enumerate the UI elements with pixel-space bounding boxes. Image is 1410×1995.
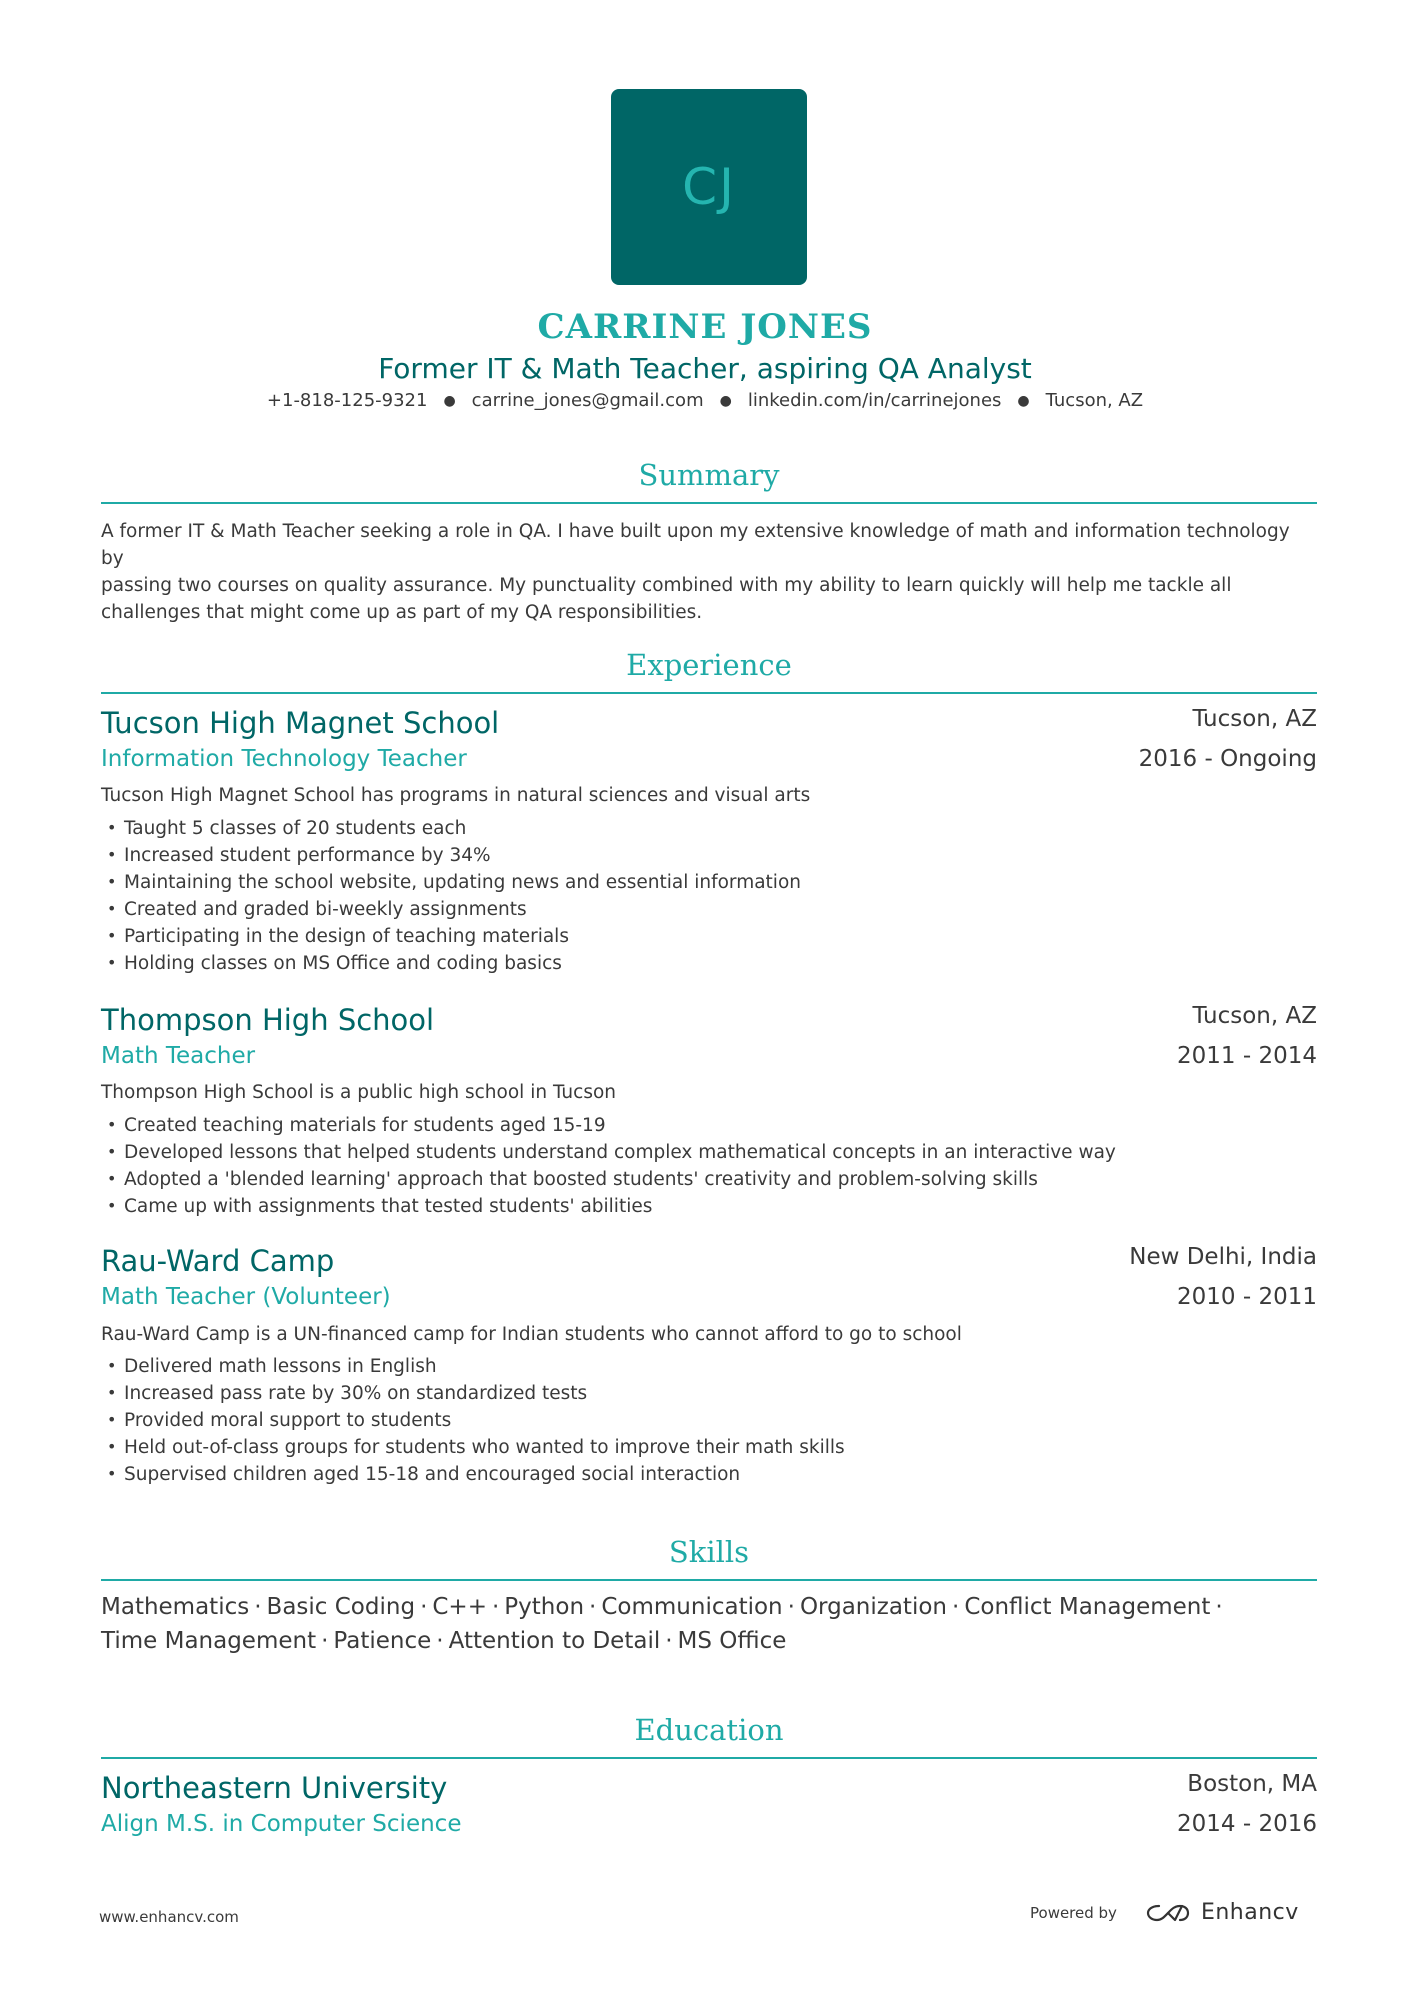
bullet-item: • Maintaining the school website, updating news and essential information xyxy=(101,869,801,896)
bullet-item: • Holding classes on MS Office and coding basics xyxy=(101,950,801,977)
job-description: Tucson High Magnet School has programs in natural sciences and visual arts xyxy=(101,785,811,806)
avatar-initials: CJ xyxy=(682,158,736,216)
footer-brand[interactable] xyxy=(1030,1900,1299,1925)
section-title-experience: Experience xyxy=(626,648,792,682)
summary-text xyxy=(101,518,1317,626)
section-divider xyxy=(101,502,1317,504)
skills-line xyxy=(101,1590,1317,1624)
education-degree: Align M.S. in Computer Science xyxy=(101,1811,462,1837)
job-bullets xyxy=(101,815,801,977)
contact-separator: ● xyxy=(719,392,732,409)
job-location: New Delhi, India xyxy=(1129,1244,1317,1270)
bullet-item: • Created and graded bi-weekly assignments xyxy=(101,896,801,923)
job-company: Rau-Ward Camp xyxy=(101,1244,335,1278)
job-dates: 2016 - Ongoing xyxy=(1138,746,1317,772)
section-title-skills: Skills xyxy=(668,1535,750,1569)
bullet-item: • Adopted a 'blended learning' approach that boosted students' creativity and problem-solving skills xyxy=(101,1166,1116,1193)
skill-separator: · xyxy=(436,1628,444,1654)
skill-item: Attention to Detail xyxy=(448,1628,661,1654)
bullet-item: • Increased pass rate by 30% on standardized tests xyxy=(101,1380,845,1407)
contact-linkedin[interactable]: linkedin.com/in/carrinejones xyxy=(747,390,1002,411)
bullet-item: • Provided moral support to students xyxy=(101,1407,845,1434)
summary-line: passing two courses on quality assurance. My punctuality combined with my ability to learn quickly will help me tackle all xyxy=(101,575,1232,596)
skill-separator: · xyxy=(491,1594,500,1620)
job-company: Tucson High Magnet School xyxy=(101,706,500,740)
contact-phone[interactable]: +1-818-125-9321 xyxy=(266,390,428,411)
job-description: Rau-Ward Camp is a UN-financed camp for Indian students who cannot afford to go to school xyxy=(101,1324,962,1345)
skill-separator: · xyxy=(589,1594,597,1620)
job-dates: 2011 - 2014 xyxy=(1177,1043,1317,1069)
footer-website-link[interactable]: www.enhancv.com xyxy=(99,1908,239,1926)
education-dates: 2014 - 2016 xyxy=(1177,1811,1317,1837)
section-title-education: Education xyxy=(634,1713,784,1747)
education-location: Boston, MA xyxy=(1187,1771,1317,1797)
education-school: Northeastern University xyxy=(101,1771,448,1805)
job-title: Information Technology Teacher xyxy=(101,746,467,772)
bullet-item: • Came up with assignments that tested students' abilities xyxy=(101,1193,1116,1220)
candidate-headline: Former IT & Math Teacher, aspiring QA Analyst xyxy=(378,352,1032,385)
job-title: Math Teacher (Volunteer) xyxy=(101,1284,391,1310)
section-divider xyxy=(101,692,1317,694)
skill-item: Mathematics xyxy=(101,1594,250,1620)
bullet-item: • Delivered math lessons in English xyxy=(101,1353,845,1380)
job-company: Thompson High School xyxy=(101,1003,435,1037)
skill-separator: · xyxy=(254,1594,262,1620)
enhancv-logo-icon xyxy=(1145,1902,1191,1924)
job-location: Tucson, AZ xyxy=(1192,1003,1317,1029)
skills-list xyxy=(101,1590,1317,1658)
powered-by-label: Powered by xyxy=(1030,1903,1117,1922)
section-divider xyxy=(101,1579,1317,1581)
skill-item: Python xyxy=(504,1594,585,1620)
skill-item: Patience xyxy=(333,1628,432,1654)
enhancv-brand-name: Enhancv xyxy=(1200,1900,1299,1925)
contact-separator: ● xyxy=(1017,392,1030,409)
candidate-name: CARRINE JONES xyxy=(537,307,873,347)
skill-separator: · xyxy=(952,1594,960,1620)
skill-item: Basic Coding xyxy=(266,1594,416,1620)
job-description: Thompson High School is a public high school in Tucson xyxy=(101,1082,617,1103)
skill-separator: · xyxy=(321,1628,329,1654)
skill-item: Communication xyxy=(601,1594,783,1620)
bullet-item: • Developed lessons that helped students understand complex mathematical concepts in an interactive way xyxy=(101,1139,1116,1166)
bullet-item: • Participating in the design of teaching materials xyxy=(101,923,801,950)
skill-separator: · xyxy=(787,1594,795,1620)
skill-item: Conflict Management xyxy=(964,1594,1211,1620)
skill-item: MS Office xyxy=(677,1628,787,1654)
job-bullets xyxy=(101,1353,845,1488)
bullet-item: • Taught 5 classes of 20 students each xyxy=(101,815,801,842)
contact-email[interactable]: carrine_jones@gmail.com xyxy=(471,390,704,411)
bullet-item: • Increased student performance by 34% xyxy=(101,842,801,869)
summary-line: challenges that might come up as part of my QA responsibilities. xyxy=(101,602,703,623)
section-title-summary: Summary xyxy=(638,458,780,492)
skill-separator: · xyxy=(665,1628,673,1654)
summary-line: A former IT & Math Teacher seeking a role in QA. I have built upon my extensive knowledge of math and information technology by xyxy=(101,521,1290,569)
contact-location: Tucson, AZ xyxy=(1045,390,1144,411)
bullet-item: • Held out-of-class groups for students who wanted to improve their math skills xyxy=(101,1434,845,1461)
bullet-item: • Created teaching materials for students aged 15-19 xyxy=(101,1112,1116,1139)
skill-item: Time Management xyxy=(101,1628,317,1654)
skill-separator: · xyxy=(1215,1594,1223,1620)
avatar xyxy=(611,89,807,285)
skill-item: C++ xyxy=(432,1594,487,1620)
contact-separator: ● xyxy=(443,392,456,409)
skill-separator: · xyxy=(420,1594,428,1620)
skill-item: Organization xyxy=(799,1594,947,1620)
job-location: Tucson, AZ xyxy=(1192,706,1317,732)
job-dates: 2010 - 2011 xyxy=(1177,1284,1317,1310)
skills-line xyxy=(101,1624,1317,1658)
job-bullets xyxy=(101,1112,1116,1220)
section-divider xyxy=(101,1757,1317,1759)
bullet-item: • Supervised children aged 15-18 and encouraged social interaction xyxy=(101,1461,845,1488)
contact-bar xyxy=(0,390,1410,411)
job-title: Math Teacher xyxy=(101,1043,256,1069)
